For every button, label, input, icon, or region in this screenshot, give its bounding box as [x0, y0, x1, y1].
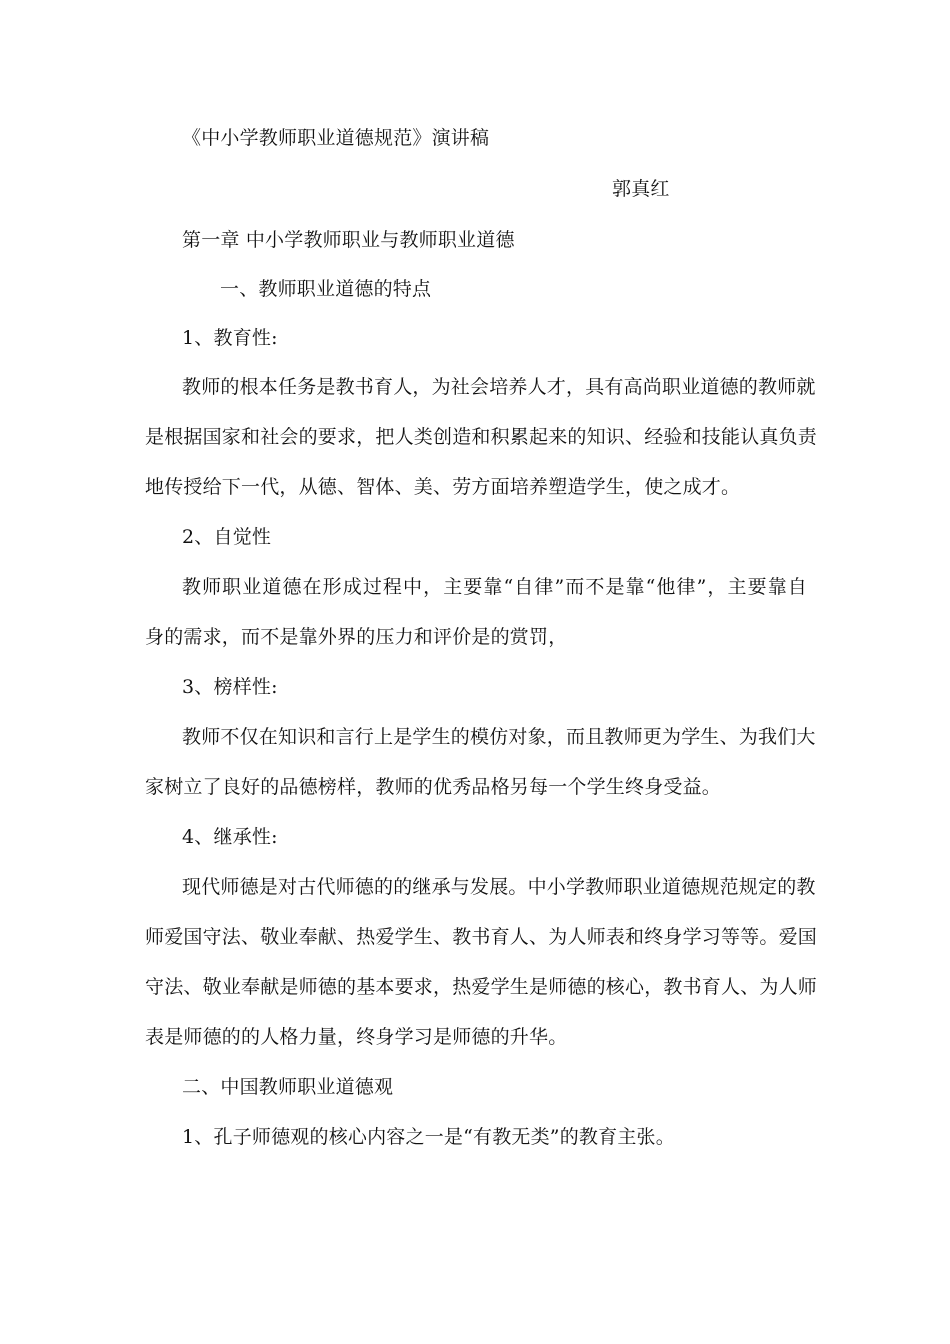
paragraph-line: 师爱国守法、敬业奉献、热爱学生、教书育人、为人师表和终身学习等等。爱国: [145, 926, 818, 948]
paragraph-line: 家树立了良好的品德榜样，教师的优秀品格另每一个学生终身受益。: [145, 776, 722, 798]
paragraph-line: 身的需求，而不是靠外界的压力和评价是的赏罚，: [145, 626, 568, 648]
paragraph-line: 教师职业道德在形成过程中，主要靠“自律”而不是靠“他律”，主要靠自: [182, 576, 807, 598]
item-heading-4: 4、继承性:: [182, 826, 278, 848]
paragraph-line: 是根据国家和社会的要求，把人类创造和积累起来的知识、经验和技能认真负责: [145, 426, 818, 448]
item-heading-1: 1、教育性:: [182, 327, 278, 349]
section2-item-1: 1、孔子师德观的核心内容之一是“有教无类”的教育主张。: [182, 1126, 675, 1148]
document-author: 郭真红: [612, 178, 670, 200]
paragraph-line: 教师不仅在知识和言行上是学生的模仿对象，而且教师更为学生、为我们大: [182, 726, 816, 748]
paragraph-line: 守法、敬业奉献是师德的基本要求，热爱学生是师德的核心，教书育人、为人师: [145, 976, 818, 998]
section-heading-1: 一、教师职业道德的特点: [220, 278, 432, 300]
paragraph-line: 表是师德的的人格力量，终身学习是师德的升华。: [145, 1026, 568, 1048]
chapter-heading: 第一章 中小学教师职业与教师职业道德: [182, 229, 515, 251]
item-heading-3: 3、榜样性:: [182, 676, 278, 698]
section-heading-2: 二、中国教师职业道德观: [182, 1076, 394, 1098]
item-heading-2: 2、自觉性: [182, 526, 272, 548]
document-title: 《中小学教师职业道德规范》演讲稿: [182, 127, 490, 149]
paragraph-line: 地传授给下一代，从德、智体、美、劳方面培养塑造学生，使之成才。: [145, 476, 741, 498]
paragraph-line: 教师的根本任务是教书育人，为社会培养人才，具有高尚职业道德的教师就: [182, 376, 816, 398]
paragraph-line: 现代师德是对古代师德的的继承与发展。中小学教师职业道德规范规定的教: [182, 876, 816, 898]
